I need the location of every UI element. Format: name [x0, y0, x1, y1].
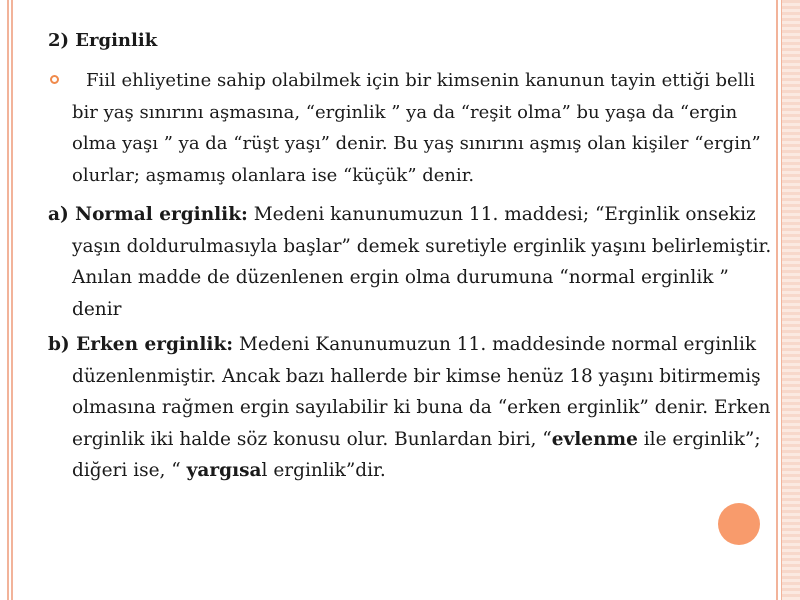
right-frame-line [776, 0, 778, 600]
decorative-orange-circle [718, 503, 760, 545]
normal-erginlik-text: Medeni kanunumuzun 11. maddesi; “Erginlik onsekiz yaşın doldurulmasıyla başlar” demek suretiyle erginlik yaşını belirlemiştir. Anılan madde de düzenlenen ergin olma durumuna “normal erginlik ” denir [72, 204, 772, 320]
circle-bullet-icon [50, 75, 59, 84]
left-frame-line [7, 0, 9, 600]
erken-erginlik-paragraph [48, 329, 772, 487]
erken-erginlik-text-3: l erginlik”dir. [261, 460, 386, 481]
left-frame-line-inner [11, 0, 13, 600]
erken-erginlik-text-2: ile erginlik”; diğeri ise, “ [72, 428, 761, 481]
erken-erginlik-text-1: Medeni Kanunumuzun 11. maddesinde normal erginlik düzenlenmiştir. Ancak bazı hallerde bir kimse henüz 18 yaşını bitirmemiş olmasına rağmen ergin sayılabilir ki buna da “erken erginlik” denir. Erken erginlik iki halde söz konusu olur. Bunlardan biri, “ [72, 334, 771, 450]
decorative-right-strip [781, 0, 800, 600]
bullet-item [48, 65, 772, 191]
evlenme-bold: evlenme [551, 428, 638, 450]
slide-content [48, 30, 772, 487]
yargisal-bold: yargısa [186, 460, 262, 481]
normal-erginlik-paragraph [48, 199, 772, 325]
bullet-text: Fiil ehliyetine sahip olabilmek için bir kimsenin kanunun tayin ettiği belli bir yaş sınırını aşmasına, “erginlik ” ya da “reşit olma” bu yaşa da “ergin olma yaşı ” ya da “rüşt yaşı” denir. Bu yaş sınırını aşmış olan kişiler “ergin” olurlar; aşmamış olanlara ise “küçük” denir. [72, 70, 761, 186]
erken-erginlik-label: b) Erken erginlik: [48, 334, 234, 355]
slide-heading: 2) Erginlik [48, 30, 158, 51]
normal-erginlik-label: a) Normal erginlik: [48, 204, 248, 225]
